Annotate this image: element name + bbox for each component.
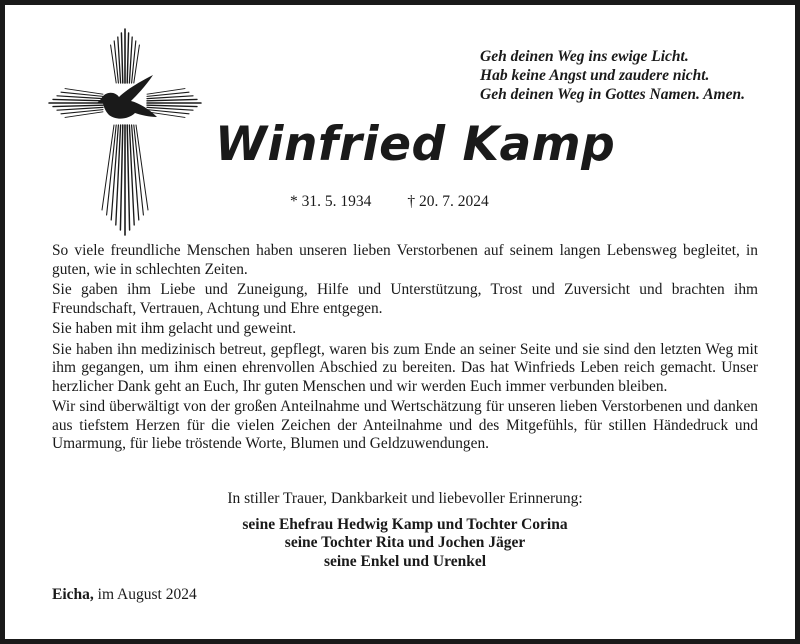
paragraph: Sie haben mit ihm gelacht und geweint.: [52, 320, 297, 337]
mourner-line: seine Enkel und Urenkel: [323, 552, 487, 570]
cross-ray: [121, 33, 122, 83]
deceased-name: Winfried Kamp: [215, 117, 616, 172]
birth-date: * 31. 5. 1934: [290, 193, 372, 210]
mourners-list: [5, 516, 800, 572]
place-town: Eicha,: [52, 586, 94, 603]
poem-line: Hab keine Angst und zaudere nicht.: [480, 67, 710, 84]
cross-ray: [127, 33, 128, 83]
radiant-cross-icon: [45, 25, 205, 240]
paragraph: Sie gaben ihm Liebe und Zuneigung, Hilfe und Unterstützung, Trost und Zuversicht und brachten ihm Freundschaft, Vertrauen, Achtung und Ehre entgegen.: [52, 281, 758, 317]
mourner-line: seine Tochter Rita und Jochen Jäger: [284, 534, 526, 551]
cross-ray: [147, 99, 197, 100]
cross-ray: [147, 105, 197, 106]
poem-line: Geh deinen Weg in Gottes Namen. Amen.: [480, 86, 745, 103]
mourner-line: seine Ehefrau Hedwig Kamp und Tochter Corina: [242, 515, 568, 533]
closing-intro: In stiller Trauer, Dankbarkeit und liebevoller Erinnerung:: [227, 490, 583, 507]
cross-ray: [116, 125, 121, 225]
closing-section: [5, 490, 800, 571]
cross-ray: [129, 125, 134, 225]
cross-ray: [53, 105, 103, 106]
place-date: im August 2024: [97, 586, 197, 603]
place-and-date: [52, 586, 197, 604]
death-date: † 20. 7. 2024: [407, 193, 489, 210]
cross-ray: [120, 125, 122, 230]
thank-you-text: [52, 242, 758, 456]
cross-ray: [127, 125, 129, 230]
paragraph: Wir sind überwältigt von der großen Anteilnahme und Wertschätzung für unseren lieben Verstorbenen und danken aus tiefstem Herzen für die vielen Zeichen der Anteilnahme und des Mitgefühls, für stillen Händedruck und Umarmung, für liebe tröstende Worte, Blumen und Geldzuwendungen.: [52, 398, 758, 452]
life-dates: [290, 193, 489, 211]
cross-ray: [53, 99, 103, 100]
paragraph: So viele freundliche Menschen haben unseren lieben Verstorbenen auf seinem langen Lebensweg begleitet, in guten, wie in schlechten Zeiten.: [52, 242, 758, 278]
poem-line: Geh deinen Weg ins ewige Licht.: [480, 48, 689, 65]
poem: [480, 47, 745, 104]
paragraph: Sie haben ihn medizinisch betreut, gepflegt, waren bis zum Ende an seiner Seite und sie sind den letzten Weg mit ihm gegangen, um ihm einen ehrenvollen Abschied zu bereiten. Das hat Winfrieds Leben reich gemacht. Unser herzlicher Dank geht an Euch, Ihr guten Menschen und wir werden Euch immer verbunden bleiben.: [52, 340, 758, 395]
